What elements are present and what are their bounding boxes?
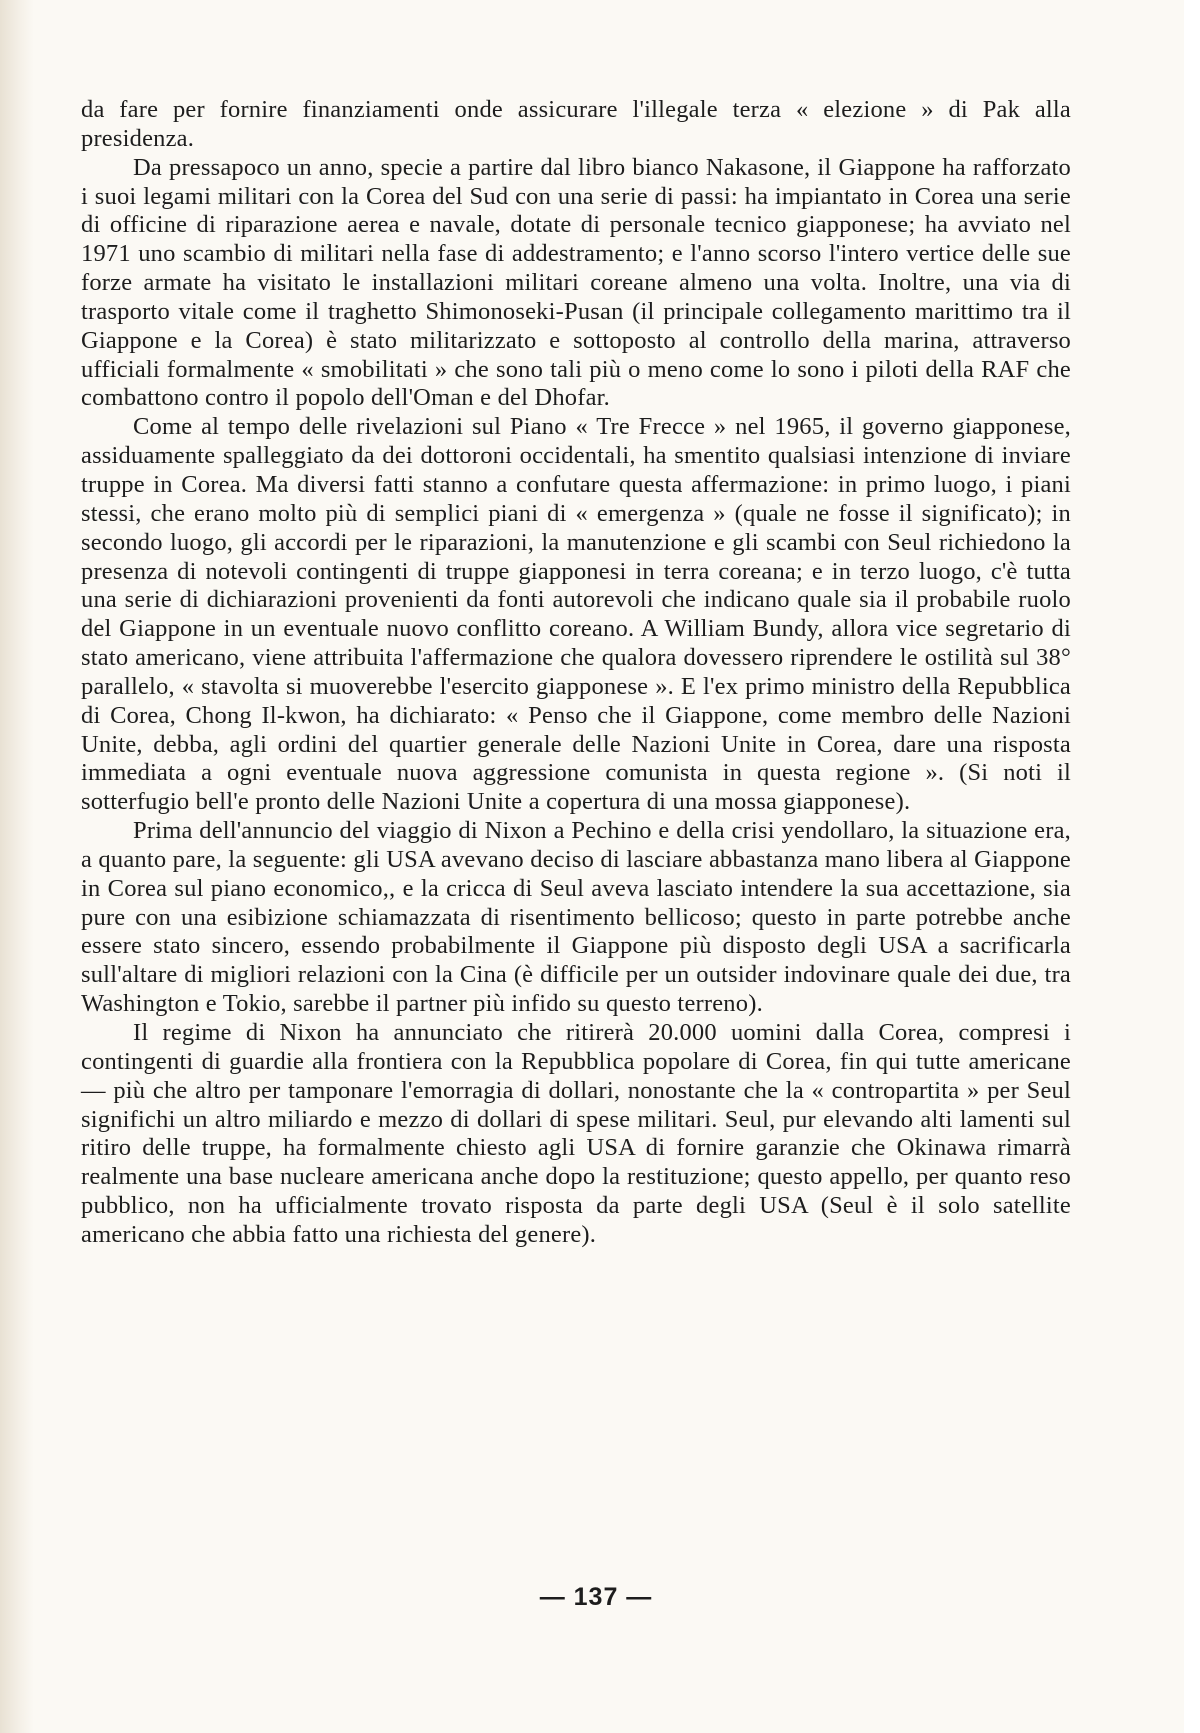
- page-edge: [1184, 0, 1192, 1733]
- body-text: [81, 96, 1071, 1250]
- paragraph-continuation: da fare per fornire finanziamenti onde assicurare l'illegale terza « elezione » di Pak alla presidenza.: [81, 96, 1071, 152]
- spine-shadow: [0, 0, 34, 1733]
- paragraph-japan-korea-military-ties: Da pressapoco un anno, specie a partire dal libro bianco Nakasone, il Giappone ha rafforzato i suoi legami militari con la Corea del Sud con una serie di passi: ha impiantato in Corea una serie di officine di riparazione aerea e navale, dotate di personale tecnico giapponese; ha avviato nel 1971 uno scambio di militari nella fase di addestramento; e l'anno scorso l'intero vertice delle sue forze armate ha visitato le installazioni militari coreane almeno una volta. Inoltre, una via di trasporto vitale come il traghetto Shimonoseki-Pusan (il principale collegamento marittimo tra il Giappone e la Corea) è stato militarizzato e sottoposto al controllo della marina, attraverso ufficiali formalmente « smobilitati » che sono tali più o meno come lo sono i piloti della RAF che combattono contro il popolo dell'Oman e del Dhofar.: [81, 153, 1071, 412]
- page-number: — 137 —: [539, 1583, 653, 1611]
- paragraph-troop-withdrawal: Il regime di Nixon ha annunciato che ritirerà 20.000 uomini dalla Corea, compresi i contingenti di guardie alla frontiera con la Repubblica popolare di Corea, fin qui tutte americane — più che altro per tamponare l'emorragia di dollari, nonostante che la « contropartita » per Seul significhi un altro miliardo e mezzo di dollari di spese militari. Seul, pur elevando alti lamenti sul ritiro delle truppe, ha formalmente chiesto agli USA di fornire garanzie che Okinawa rimarrà realmente una base nucleare americana anche dopo la restituzione; questo appello, per quanto reso pubblico, non ha ufficialmente trovato risposta da parte degli USA (Seul è il solo satellite americano che abbia fatto una richiesta del genere).: [81, 1019, 1071, 1248]
- paragraph-nixon-peking-trip: Prima dell'annuncio del viaggio di Nixon a Pechino e della crisi yendollaro, la situazione era, a quanto pare, la seguente: gli USA avevano deciso di lasciare abbastanza mano libera al Giappone in Corea sul piano economico,, e la cricca di Seul aveva lasciato intendere la sua accettazione, sia pure con una esibizione schiamazzata di risentimento bellicoso; questo in parte potrebbe anche essere stato sincero, essendo probabilmente il Giappone più disposto degli USA a sacrificarla sull'altare di migliori relazioni con la Cina (è difficile per un outsider indovinare quale dei due, tra Washington e Tokio, sarebbe il partner più infido su questo terreno).: [81, 817, 1071, 1018]
- paragraph-three-arrows-plan: Come al tempo delle rivelazioni sul Piano « Tre Frecce » nel 1965, il governo giapponese, assiduamente spalleggiato da dei dottoroni occidentali, ha smentito qualsiasi intenzione di inviare truppe in Corea. Ma diversi fatti stanno a confutare questa affermazione: in primo luogo, i piani stessi, che erano molto più di semplici piani di « emergenza » (quale ne fosse il significato); in secondo luogo, gli accordi per le riparazioni, la manutenzione e gli scambi con Seul richiedono la presenza di notevoli contingenti di truppe giapponesi in terra coreana; e in terzo luogo, c'è tutta una serie di dichiarazioni provenienti da fonti autorevoli che indicano quale sia il probabile ruolo del Giappone in un eventuale nuovo conflitto coreano. A William Bundy, allora vice segretario di stato americano, viene attribuita l'affermazione che qualora dovessero riprendere le ostilità sul 38° parallelo, « stavolta si muoverebbe l'esercito giapponese ». E l'ex primo ministro della Repubblica di Corea, Chong Il-kwon, ha dichiarato: « Penso che il Giappone, come membro delle Nazioni Unite, debba, agli ordini del quartier generale delle Nazioni Unite in Corea, dare una risposta immediata a ogni eventuale nuova aggressione comunista in questa regione ». (Si noti il sotterfugio bell'e pronto delle Nazioni Unite a copertura di una mossa giapponese).: [81, 413, 1071, 816]
